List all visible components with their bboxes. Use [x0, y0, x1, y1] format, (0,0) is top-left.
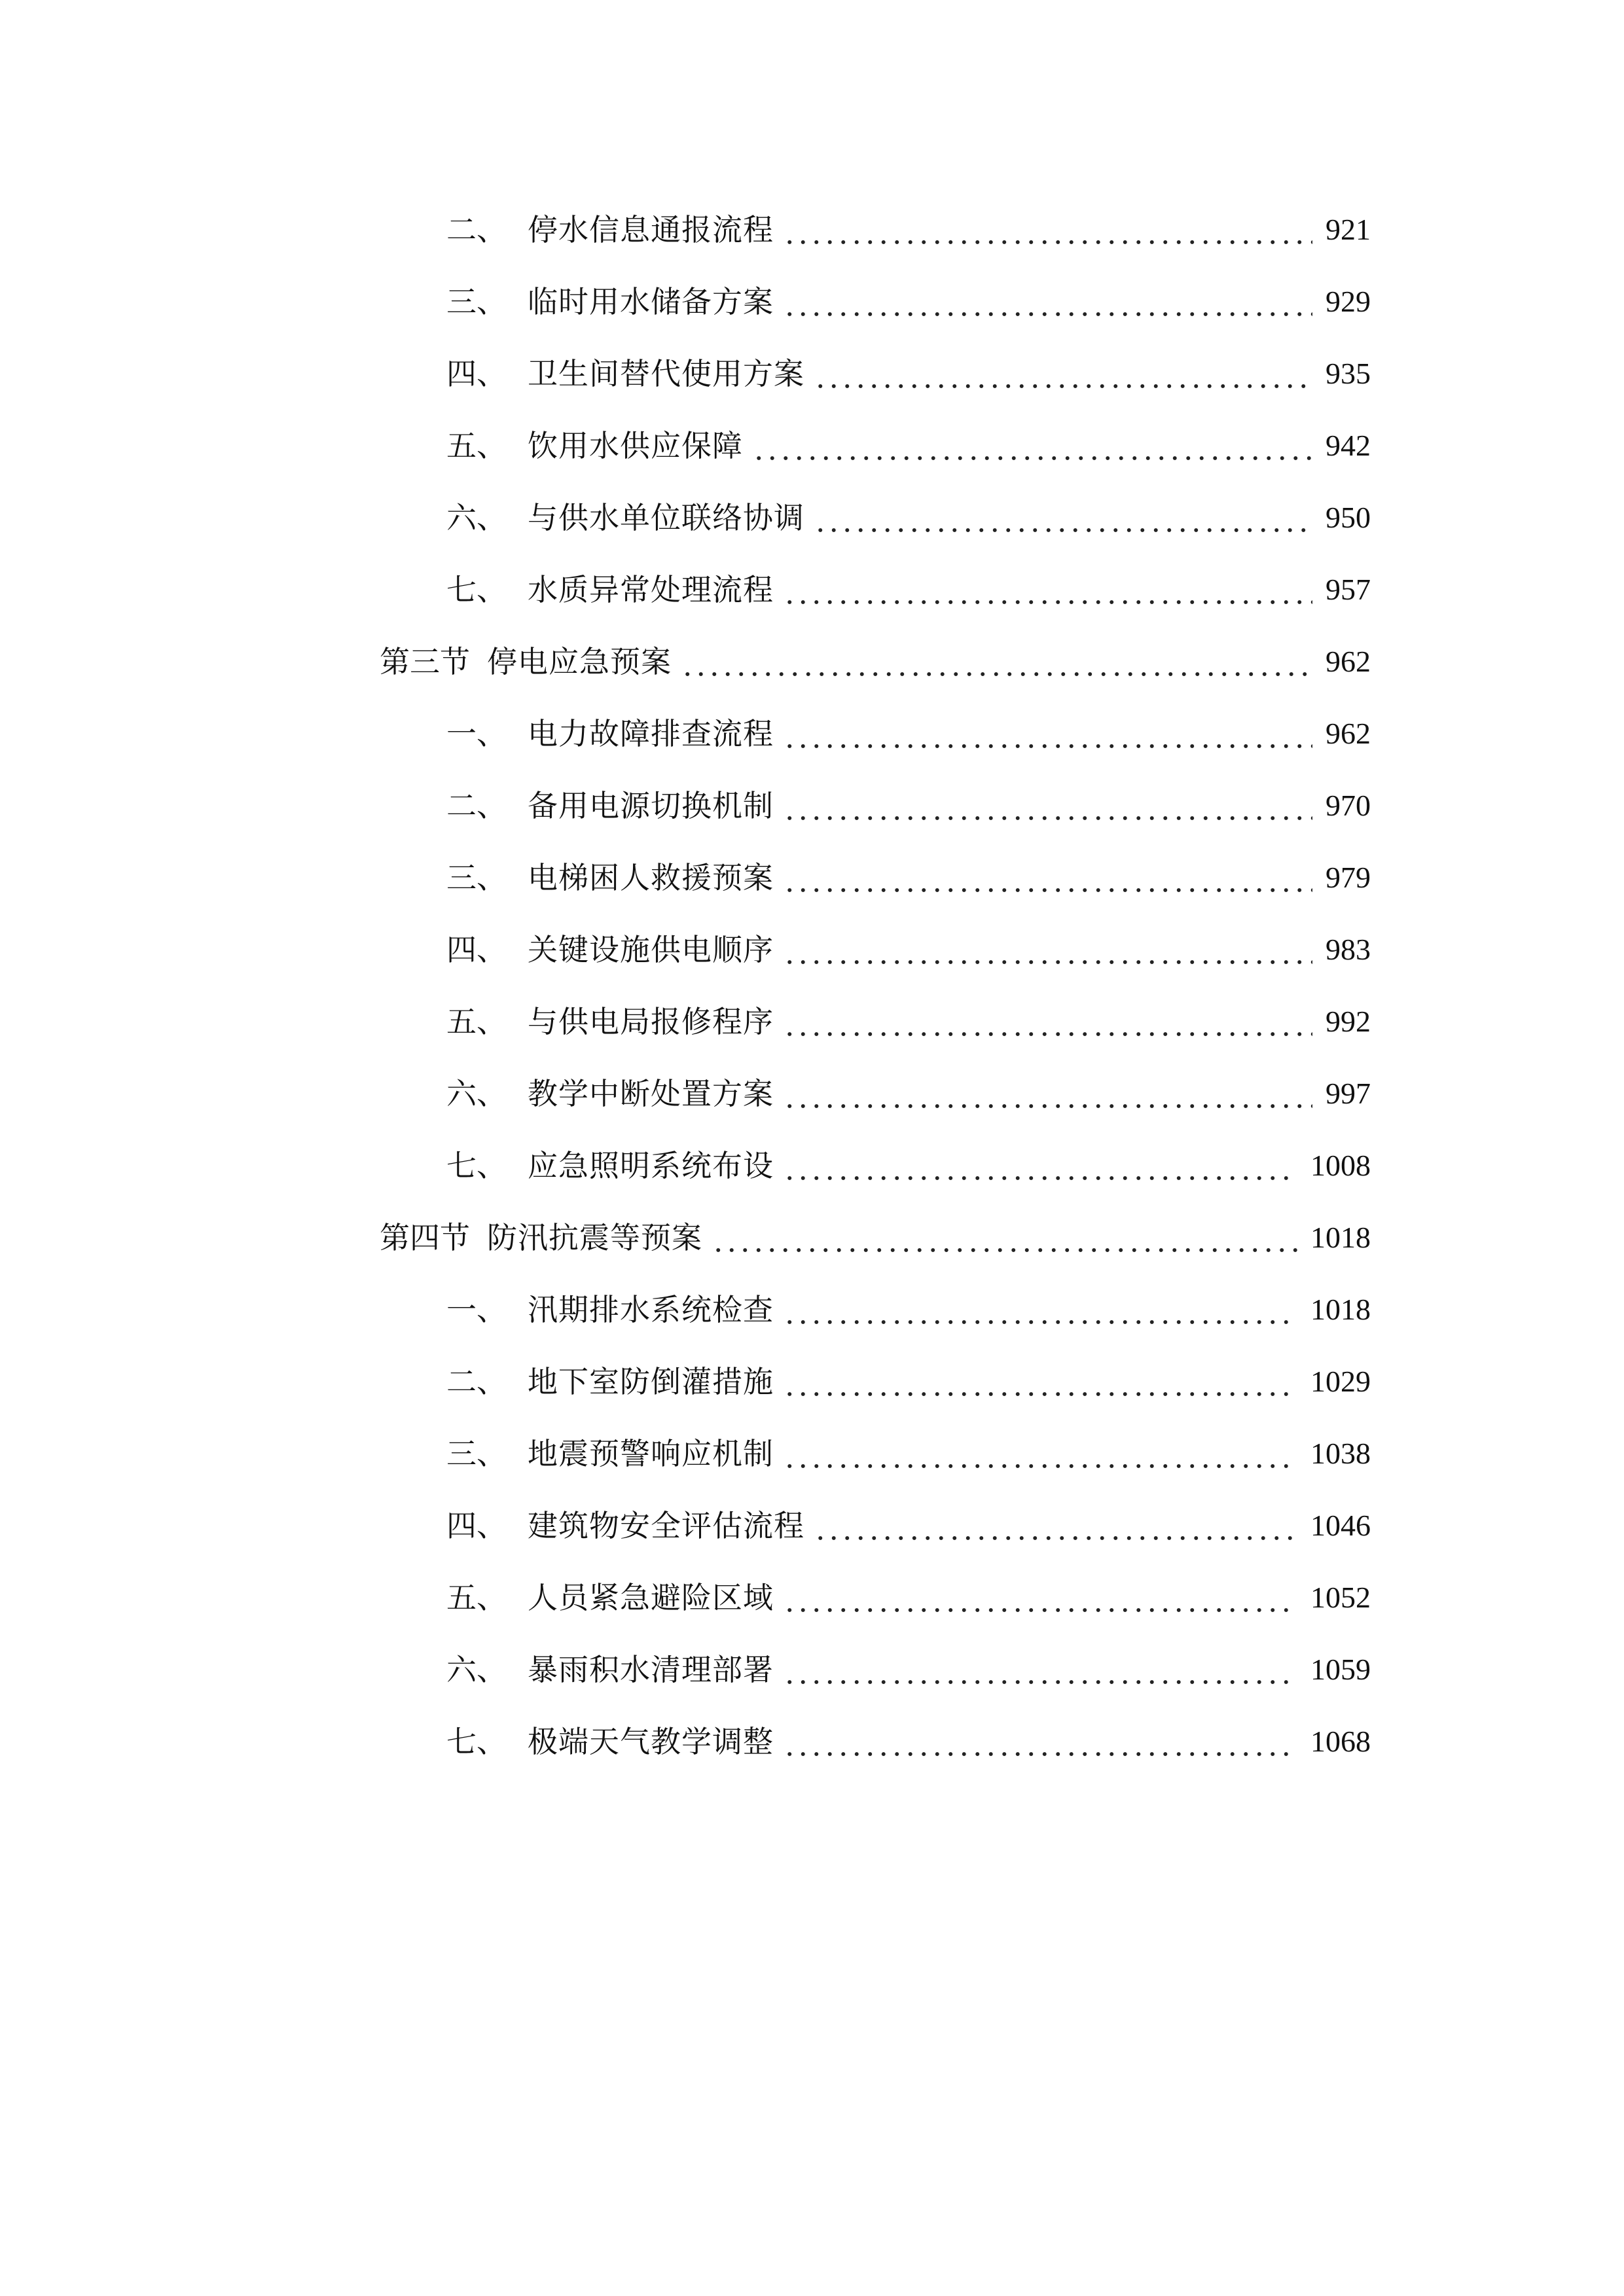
toc-entry-page: 983 — [1326, 933, 1371, 966]
toc-entry[interactable] — [0, 1706, 1624, 1778]
dot-leader — [783, 287, 1312, 317]
toc-section-entry[interactable] — [0, 1202, 1624, 1274]
toc-entry[interactable] — [0, 1346, 1624, 1418]
toc-entry-number: 六、 — [446, 500, 507, 535]
toc-section-number: 第三节 — [380, 644, 470, 679]
toc-entry-number: 一、 — [446, 716, 507, 751]
toc-entry[interactable] — [0, 1490, 1624, 1562]
toc-entry-title[interactable]: 电梯困人救援预案 — [528, 860, 774, 895]
toc-entry-title[interactable]: 建筑物安全评估流程 — [528, 1508, 804, 1543]
toc-entry[interactable] — [0, 266, 1624, 338]
dot-leader — [681, 647, 1312, 677]
toc-entry[interactable] — [0, 1130, 1624, 1202]
toc-entry-page: 1018 — [1310, 1293, 1371, 1326]
dot-leader — [783, 1367, 1297, 1397]
toc-entry-title[interactable]: 关键设施供电顺序 — [528, 932, 774, 967]
dot-leader — [783, 1295, 1297, 1325]
table-of-contents — [0, 194, 1624, 1778]
toc-entry-number: 四、 — [446, 356, 507, 391]
toc-entry-title[interactable]: 水质异常处理流程 — [528, 572, 774, 607]
toc-entry-number: 三、 — [446, 860, 507, 895]
toc-entry-number: 七、 — [446, 1148, 507, 1183]
dot-leader — [783, 1727, 1297, 1757]
toc-entry-title[interactable]: 暴雨积水清理部署 — [528, 1652, 774, 1687]
toc-entry[interactable] — [0, 1274, 1624, 1346]
toc-entry[interactable] — [0, 698, 1624, 770]
toc-entry-number: 七、 — [446, 572, 507, 607]
toc-entry-number: 一、 — [446, 1292, 507, 1327]
dot-leader — [783, 1007, 1312, 1037]
toc-entry-number: 六、 — [446, 1652, 507, 1687]
toc-entry-title[interactable]: 教学中断处置方案 — [528, 1076, 774, 1111]
dot-leader — [783, 1439, 1297, 1469]
dot-leader — [814, 1511, 1297, 1541]
toc-entry-page: 1018 — [1310, 1221, 1371, 1254]
toc-entry-page: 992 — [1326, 1005, 1371, 1038]
toc-entry-title[interactable]: 饮用水供应保障 — [528, 428, 743, 463]
toc-entry[interactable] — [0, 410, 1624, 482]
dot-leader — [783, 1655, 1297, 1685]
toc-entry-number: 五、 — [446, 1580, 507, 1615]
toc-entry-page: 957 — [1326, 573, 1371, 606]
toc-section-title[interactable]: 防汛抗震等预案 — [487, 1220, 702, 1255]
toc-entry-page: 921 — [1326, 213, 1371, 246]
toc-entry-title[interactable]: 与供电局报修程序 — [528, 1004, 774, 1039]
toc-entry[interactable] — [0, 554, 1624, 626]
dot-leader — [783, 575, 1312, 605]
toc-entry[interactable] — [0, 1562, 1624, 1634]
dot-leader — [783, 1079, 1312, 1109]
toc-entry-page: 1008 — [1310, 1149, 1371, 1182]
dot-leader — [783, 1583, 1297, 1613]
dot-leader — [752, 431, 1312, 461]
toc-entry-number: 五、 — [446, 1004, 507, 1039]
dot-leader — [783, 935, 1312, 965]
toc-entry-number: 三、 — [446, 284, 507, 319]
toc-entry[interactable] — [0, 986, 1624, 1058]
toc-entry[interactable] — [0, 770, 1624, 842]
toc-entry-title[interactable]: 汛期排水系统检查 — [528, 1292, 774, 1327]
toc-entry-number: 二、 — [446, 1364, 507, 1399]
toc-entry-number: 四、 — [446, 932, 507, 967]
toc-entry-page: 1068 — [1310, 1725, 1371, 1758]
toc-entry-title[interactable]: 停水信息通报流程 — [528, 212, 774, 247]
toc-entry-page: 1046 — [1310, 1509, 1371, 1542]
toc-entry-title[interactable]: 地震预警响应机制 — [528, 1436, 774, 1471]
toc-entry-page: 970 — [1326, 789, 1371, 822]
toc-entry-page: 1029 — [1310, 1365, 1371, 1398]
toc-entry[interactable] — [0, 482, 1624, 554]
toc-entry[interactable] — [0, 1418, 1624, 1490]
toc-section-title[interactable]: 停电应急预案 — [487, 644, 672, 679]
toc-entry-page: 1059 — [1310, 1653, 1371, 1686]
toc-entry-number: 七、 — [446, 1724, 507, 1759]
dot-leader — [783, 1151, 1297, 1181]
toc-entry-number: 五、 — [446, 428, 507, 463]
toc-entry-title[interactable]: 卫生间替代使用方案 — [528, 356, 804, 391]
toc-entry-title[interactable]: 人员紧急避险区域 — [528, 1580, 774, 1615]
dot-leader — [783, 215, 1312, 245]
toc-entry[interactable] — [0, 1634, 1624, 1706]
dot-leader — [712, 1223, 1297, 1253]
toc-entry-page: 950 — [1326, 501, 1371, 534]
toc-entry[interactable] — [0, 842, 1624, 914]
toc-section-number: 第四节 — [380, 1220, 470, 1255]
dot-leader — [814, 359, 1312, 389]
toc-entry-number: 六、 — [446, 1076, 507, 1111]
toc-entry-title[interactable]: 与供水单位联络协调 — [528, 500, 804, 535]
toc-entry[interactable] — [0, 194, 1624, 266]
toc-entry[interactable] — [0, 338, 1624, 410]
toc-entry-page: 1052 — [1310, 1581, 1371, 1614]
toc-entry-page: 979 — [1326, 861, 1371, 894]
toc-entry-title[interactable]: 极端天气教学调整 — [528, 1724, 774, 1759]
toc-entry-title[interactable]: 备用电源切换机制 — [528, 788, 774, 823]
toc-entry-page: 1038 — [1310, 1437, 1371, 1470]
toc-entry-page: 997 — [1326, 1077, 1371, 1110]
toc-entry-page: 962 — [1326, 645, 1371, 678]
toc-section-entry[interactable] — [0, 626, 1624, 698]
dot-leader — [783, 863, 1312, 893]
toc-entry-number: 三、 — [446, 1436, 507, 1471]
dot-leader — [814, 503, 1312, 533]
toc-entry-number: 二、 — [446, 212, 507, 247]
dot-leader — [783, 719, 1312, 749]
toc-entry[interactable] — [0, 914, 1624, 986]
toc-entry-number: 四、 — [446, 1508, 507, 1543]
toc-entry-page: 929 — [1326, 285, 1371, 318]
dot-leader — [783, 791, 1312, 821]
toc-entry-title[interactable]: 临时用水储备方案 — [528, 284, 774, 319]
toc-entry-title[interactable]: 应急照明系统布设 — [528, 1148, 774, 1183]
toc-entry-title[interactable]: 电力故障排查流程 — [528, 716, 774, 751]
toc-entry-page: 935 — [1326, 357, 1371, 390]
toc-entry[interactable] — [0, 1058, 1624, 1130]
toc-entry-page: 942 — [1326, 429, 1371, 462]
toc-entry-title[interactable]: 地下室防倒灌措施 — [528, 1364, 774, 1399]
toc-entry-number: 二、 — [446, 788, 507, 823]
toc-entry-page: 962 — [1326, 717, 1371, 750]
